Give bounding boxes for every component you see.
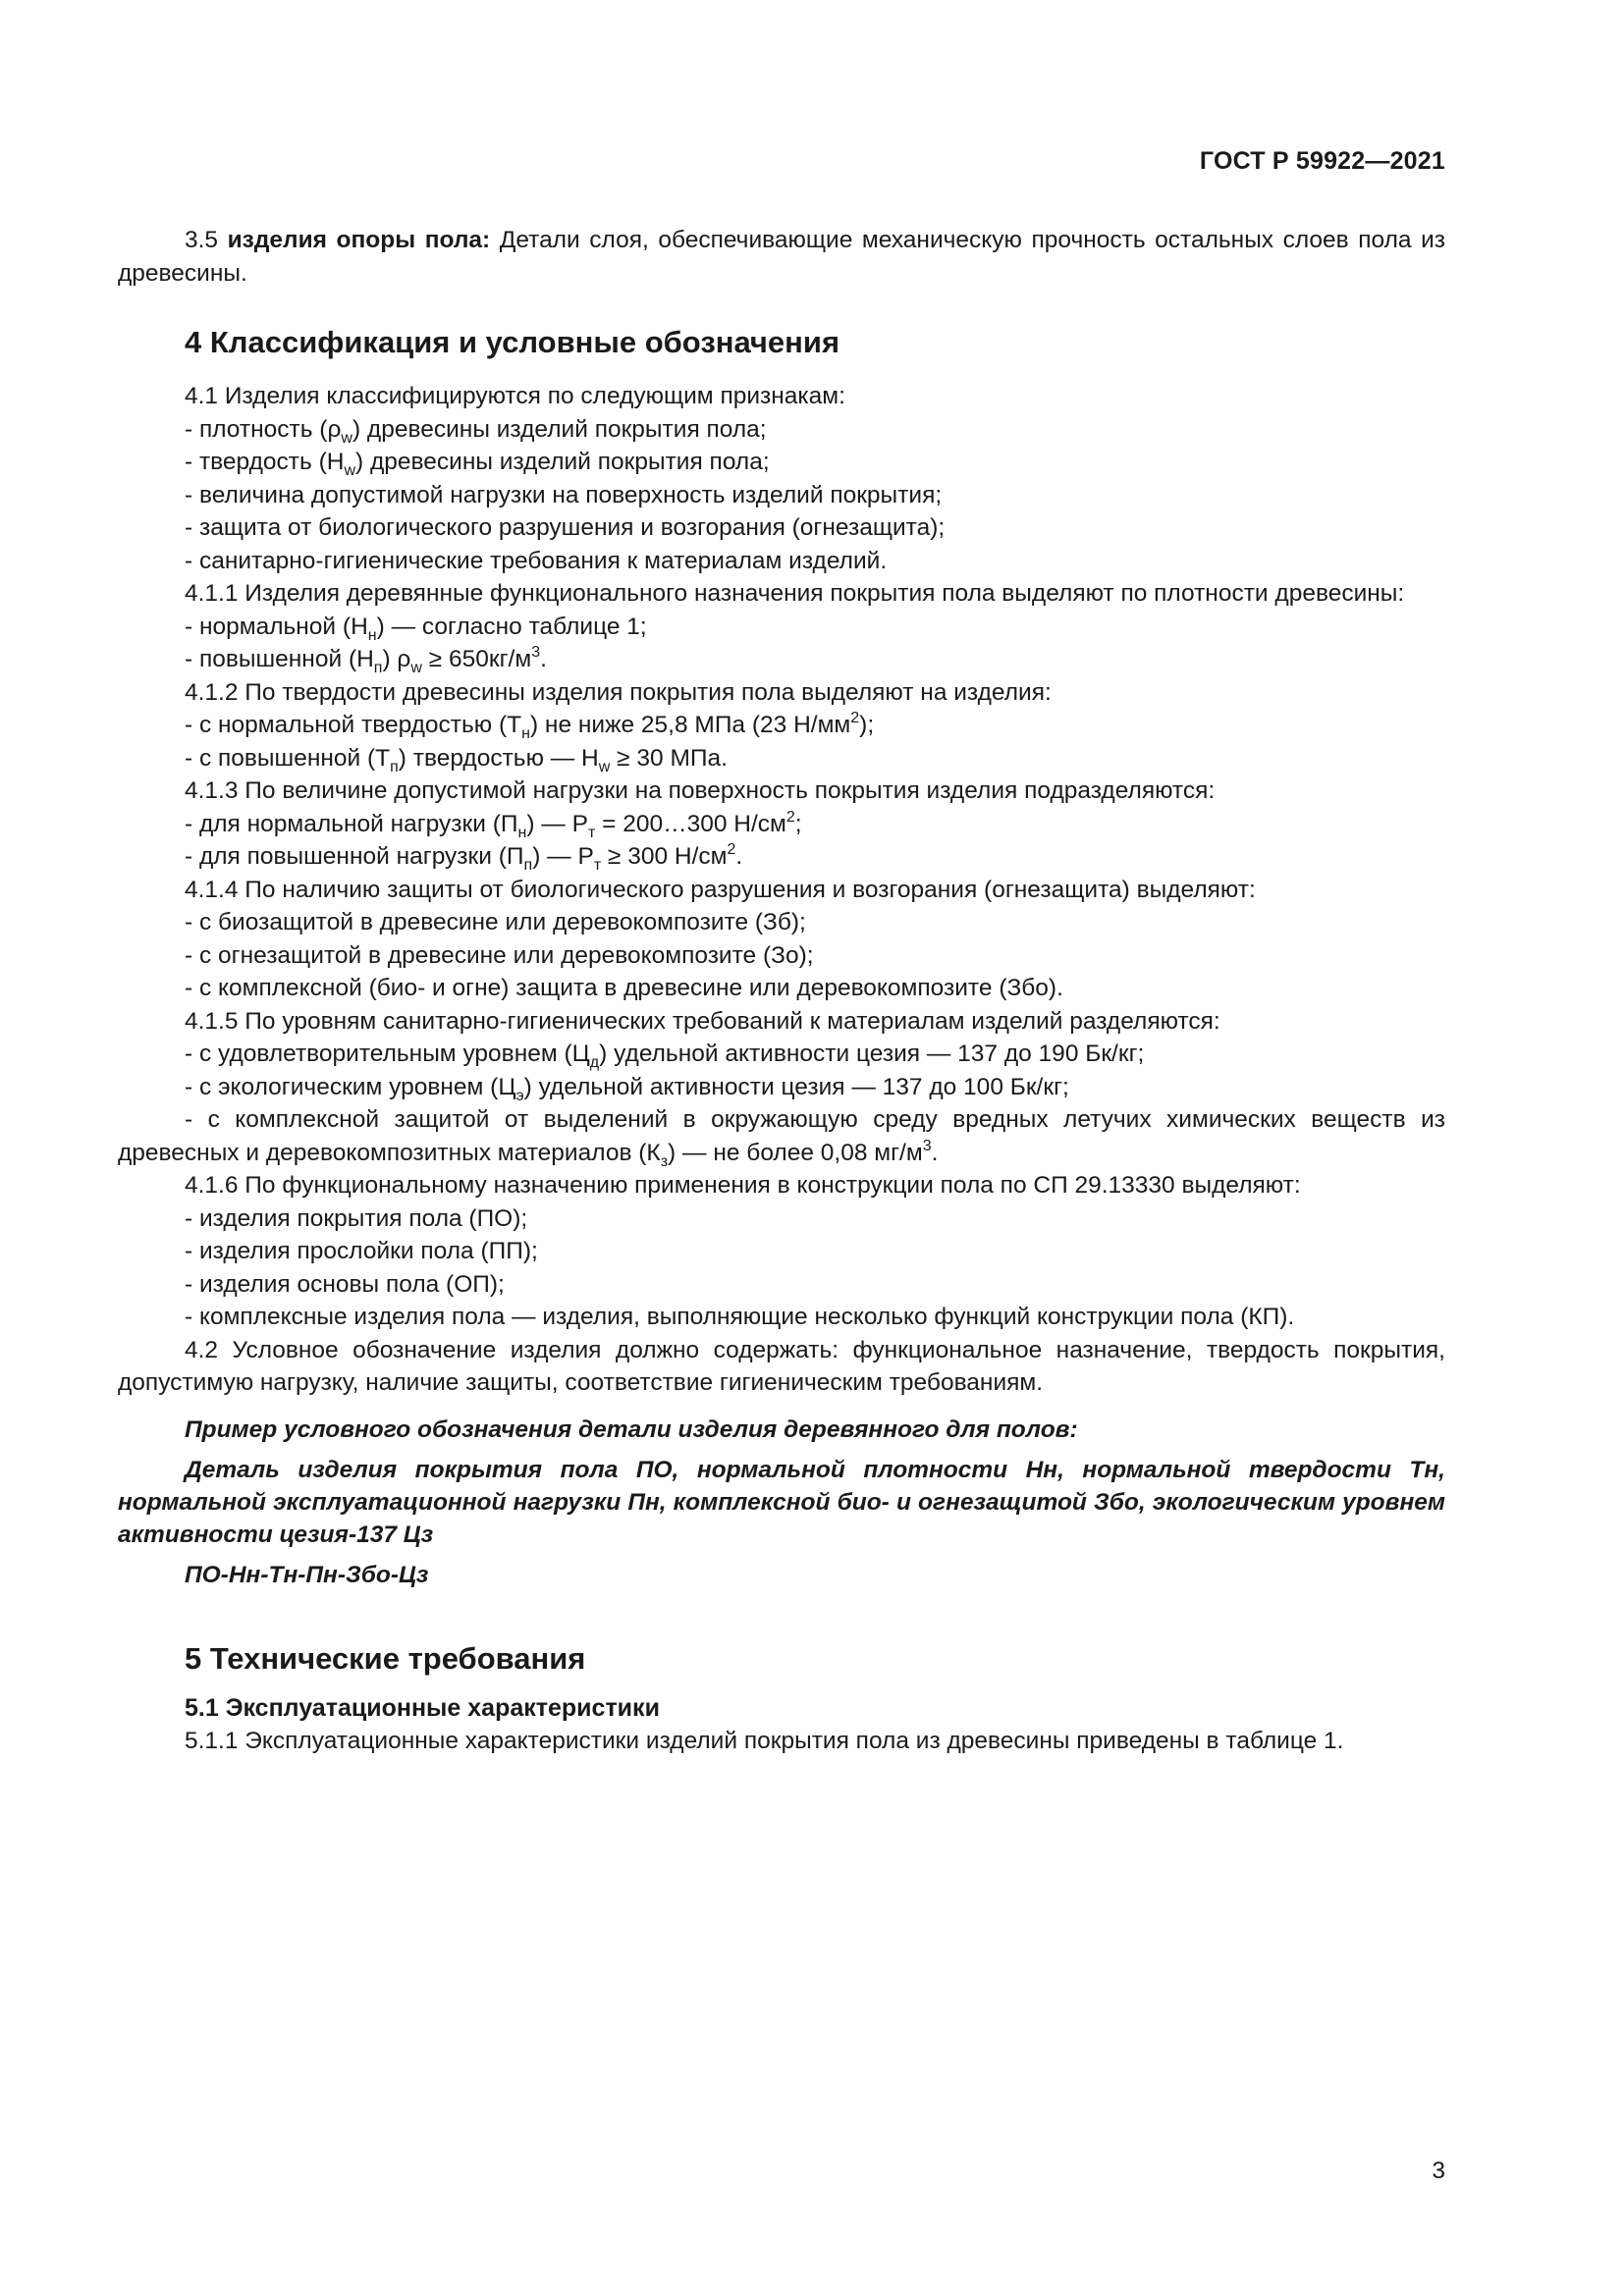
- clause-5-1-1: 5.1.1 Эксплуатационные характеристики изделий покрытия пола из древесины приведены в таблице 1.: [185, 1728, 1344, 1754]
- section-5-heading: 5 Технические требования: [185, 1640, 586, 1676]
- example-title: Пример условного обозначения детали изделия деревянного для полов:: [185, 1415, 1078, 1443]
- list-item: - изделия прослойки пола (ПП);: [185, 1238, 538, 1264]
- subsection-5-1-heading: 5.1 Эксплуатационные характеристики: [185, 1693, 660, 1722]
- list-item: - с комплексной защитой от выделений в окружающую среду вредных летучих химических веществ из древесных и деревокомпозитных материалов $(К_з)$ — не более 0,08 $мг/м^3$.: [118, 1106, 1445, 1170]
- list-item: - изделия основы пола (ОП);: [185, 1270, 505, 1298]
- list-item: - изделия покрытия пола (ПО);: [185, 1204, 528, 1232]
- list-item: - комплексные изделия пола — изделия, выполняющие несколько функций конструкции пола (КП).: [185, 1304, 1295, 1330]
- list-item: - плотность $(\rho_w)$ древесины изделий покрытия пола;: [185, 415, 767, 447]
- section-4-heading: 4 Классификация и условные обозначения: [185, 325, 840, 359]
- list-item: - с экологическим уровнем $(Ц_э)$ удельной активности цезия — 137 до 100 Бк/кг;: [185, 1073, 1069, 1104]
- list-item: - твердость $(H_w)$ древесины изделий покрытия пола;: [185, 449, 770, 479]
- document-body: [118, 224, 1445, 1758]
- example-body: Деталь изделия покрытия пола ПО, нормальной плотности Нн, нормальной твердости Тн, нормальной эксплуатационной нагрузки Пн, комплексной био- и огнезащитой Збо, экологическим уровнем активности цезия-137 Цз: [118, 1457, 1445, 1548]
- list-item: - повышенной $(Н_п) \rho_w \ge 650кг/м^3$.: [185, 644, 547, 676]
- list-item: - с повышенной $(Т_п)$ твердостью — $H_w \ge 30$ МПа.: [185, 744, 728, 775]
- clause-4-1-3: 4.1.3 По величине допустимой нагрузки на поверхность покрытия изделия подразделяются:: [185, 777, 1216, 804]
- list-item: - с биозащитой в древесине или деревокомпозите (Зб);: [185, 909, 806, 935]
- document-page: [118, 0, 1445, 2296]
- list-item: - для нормальной нагрузки $(П_н)$ — $Р_т$ = 200…300 $Н/см^2$;: [185, 808, 802, 841]
- list-item: - с комплексной (био- и огне) защита в древесине или деревокомпозите (Збо).: [185, 975, 1063, 1001]
- list-item: - защита от биологического разрушения и возгорания (огнезащита);: [185, 514, 946, 541]
- clause-number: 3.5: [185, 227, 228, 253]
- clause-4-1-5: 4.1.5 По уровням санитарно-гигиенических требований к материалам изделий разделяются:: [185, 1007, 1220, 1035]
- list-item: - с огнезащитой в древесине или деревокомпозите (Зо);: [185, 941, 814, 969]
- list-item: - нормальной $(Н_н)$ — согласно таблице 1;: [185, 613, 647, 644]
- term: изделия опоры пола:: [227, 227, 491, 253]
- list-item: - для повышенной нагрузки $(П_п)$ — $Р_т \ge 300$ $Н/см^2$.: [185, 841, 743, 874]
- list-item: - с нормальной твердостью $(Т_н)$ не ниже 25,8 МПа (23 $Н/мм^2$);: [185, 710, 875, 742]
- clause-4-1-2: 4.1.2 По твердости древесины изделия покрытия пола выделяют на изделия:: [185, 678, 1052, 706]
- page-number: 3: [1432, 2158, 1445, 2184]
- list-item: - санитарно-гигиенические требования к материалам изделий.: [185, 547, 888, 574]
- list-item: - с удовлетворительным уровнем $(Ц_д)$ удельной активности цезия — 137 до 190 Бк/кг;: [185, 1041, 1145, 1071]
- definition: Детали слоя, обеспечивающие механическую прочность остальных слоев пола из древесины.: [118, 227, 1446, 287]
- list-item: - величина допустимой нагрузки на поверхность изделий покрытия;: [185, 481, 943, 508]
- example-code: ПО-Нн-Тн-Пн-Збо-Цз: [185, 1562, 429, 1588]
- clause-4-1: 4.1 Изделия классифицируются по следующим признакам:: [185, 383, 845, 409]
- clause-4-1-6: 4.1.6 По функциональному назначению применения в конструкции пола по СП 29.13330 выделяют:: [185, 1172, 1301, 1199]
- clause-4-1-1: 4.1.1 Изделия деревянные функционального назначения покрытия пола выделяют по плотности древесины:: [185, 580, 1405, 607]
- document-code-header: ГОСТ Р 59922—2021: [1199, 147, 1445, 175]
- clause-4-2: 4.2 Условное обозначение изделия должно содержать: функциональное назначение, твердость покрытия, допустимую нагрузку, наличие защиты, соответствие гигиеническим требованиям.: [118, 1336, 1445, 1396]
- clause-3-5: [118, 224, 1445, 290]
- clause-4-1-4: 4.1.4 По наличию защиты от биологического разрушения и возгорания (огнезащита) выделяют:: [185, 876, 1256, 903]
